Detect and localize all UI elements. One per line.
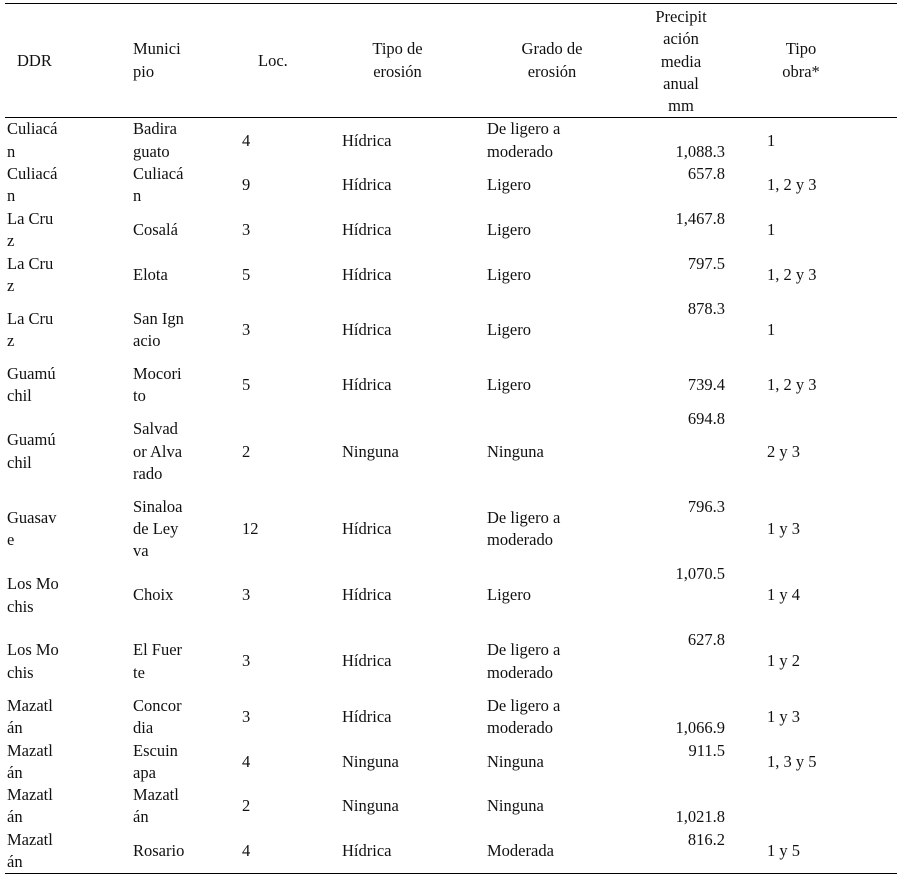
cell-municipio bbox=[123, 740, 230, 785]
cell-municipio-text: Concordia bbox=[133, 695, 182, 738]
table-row bbox=[5, 298, 897, 363]
cell-ddr bbox=[5, 563, 123, 629]
cell-municipio-text: Badiraguato bbox=[133, 119, 177, 161]
cell-ddr bbox=[5, 163, 123, 208]
cell-grado-erosion bbox=[485, 496, 645, 563]
cell-grado-erosion bbox=[485, 163, 645, 208]
cell-ddr bbox=[5, 408, 123, 496]
cell-tipo-obra bbox=[765, 496, 897, 563]
cell-tipo-erosion bbox=[340, 629, 485, 695]
cell-grado-erosion-text: Ninguna bbox=[487, 751, 544, 771]
cell-ddr bbox=[5, 253, 123, 298]
cell-ddr bbox=[5, 363, 123, 408]
cell-tipo-erosion-text: Ninguna bbox=[342, 751, 399, 771]
cell-ddr-text: Guasave bbox=[7, 507, 57, 550]
cell-grado-erosion-text: Ligero bbox=[487, 585, 531, 605]
cell-tipo-erosion bbox=[340, 740, 485, 785]
cell-municipio bbox=[123, 363, 230, 408]
cell-municipio bbox=[123, 408, 230, 496]
cell-loc-text: 3 bbox=[242, 585, 251, 605]
cell-loc-text: 3 bbox=[242, 651, 251, 671]
cell-tipo-obra-text: 1 y 2 bbox=[767, 651, 800, 671]
cell-loc-text: 4 bbox=[242, 840, 251, 860]
cell-tipo-erosion-text: Ninguna bbox=[342, 441, 399, 461]
cell-tipo-erosion-text: Hídrica bbox=[342, 220, 392, 240]
cell-grado-erosion-text: Ligero bbox=[487, 220, 531, 240]
cell-precipitacion bbox=[645, 784, 765, 829]
cell-loc-text: 3 bbox=[242, 220, 251, 240]
cell-tipo-obra bbox=[765, 740, 897, 785]
cell-loc bbox=[230, 740, 340, 785]
cell-tipo-obra-text: 1 y 3 bbox=[767, 518, 800, 538]
cell-ddr-text: La Cruz bbox=[7, 308, 54, 351]
cell-tipo-erosion-text: Hídrica bbox=[342, 130, 392, 150]
cell-tipo-obra bbox=[765, 695, 897, 740]
cell-tipo-obra bbox=[765, 253, 897, 298]
cell-municipio-text: Sinaloa de Leyva bbox=[133, 496, 183, 561]
cell-tipo-obra bbox=[765, 408, 897, 496]
header-ddr bbox=[5, 4, 123, 118]
cell-loc-text: 4 bbox=[242, 130, 251, 150]
cell-tipo-erosion bbox=[340, 784, 485, 829]
header-ddr-text: DDR bbox=[17, 50, 52, 70]
cell-tipo-erosion bbox=[340, 298, 485, 363]
cell-loc bbox=[230, 163, 340, 208]
cell-precipitacion bbox=[645, 253, 765, 298]
cell-tipo-obra-text: 1 bbox=[767, 220, 776, 240]
cell-tipo-erosion-text: Hídrica bbox=[342, 175, 392, 195]
cell-loc-text: 4 bbox=[242, 751, 251, 771]
cell-loc bbox=[230, 118, 340, 163]
cell-tipo-obra bbox=[765, 118, 897, 163]
header-grado-line: Grado de bbox=[521, 39, 583, 59]
cell-ddr-text: Los Mochis bbox=[7, 574, 59, 616]
cell-grado-erosion bbox=[485, 563, 645, 629]
erosion-table bbox=[5, 3, 897, 874]
cell-tipo-obra bbox=[765, 629, 897, 695]
cell-municipio-text: Rosario bbox=[133, 840, 185, 860]
cell-tipo-obra bbox=[765, 829, 897, 874]
cell-ddr bbox=[5, 629, 123, 695]
cell-ddr-text: Mazatlán bbox=[7, 740, 53, 782]
cell-precipitacion-text: 627.8 bbox=[687, 629, 725, 649]
cell-tipo-obra bbox=[765, 563, 897, 629]
cell-grado-erosion bbox=[485, 740, 645, 785]
cell-tipo-erosion bbox=[340, 829, 485, 874]
cell-municipio bbox=[123, 253, 230, 298]
cell-grado-erosion bbox=[485, 784, 645, 829]
cell-precipitacion bbox=[645, 408, 765, 496]
cell-tipo-obra-text: 1 y 5 bbox=[767, 840, 800, 860]
cell-grado-erosion-text: Ligero bbox=[487, 265, 531, 285]
cell-grado-erosion bbox=[485, 118, 645, 163]
cell-municipio-text: San Ignacio bbox=[133, 308, 184, 351]
cell-municipio bbox=[123, 829, 230, 874]
cell-ddr bbox=[5, 695, 123, 740]
cell-precipitacion-text: 1,066.9 bbox=[675, 718, 725, 738]
cell-grado-erosion bbox=[485, 208, 645, 253]
cell-precipitacion bbox=[645, 740, 765, 785]
header-obra-line: obra* bbox=[782, 61, 820, 81]
cell-ddr-text: Guamúchil bbox=[7, 363, 56, 406]
cell-precipitacion bbox=[645, 496, 765, 563]
table-row bbox=[5, 496, 897, 563]
cell-municipio-text: El Fuerte bbox=[133, 640, 183, 682]
cell-municipio bbox=[123, 629, 230, 695]
cell-ddr-text: Culiacán bbox=[7, 164, 58, 206]
cell-precipitacion-text: 816.2 bbox=[687, 829, 725, 849]
header-municipio-line: pio bbox=[133, 61, 155, 81]
cell-tipo-erosion bbox=[340, 208, 485, 253]
cell-loc-text: 2 bbox=[242, 441, 251, 461]
cell-loc bbox=[230, 208, 340, 253]
cell-municipio-text: Choix bbox=[133, 585, 174, 605]
cell-municipio bbox=[123, 163, 230, 208]
cell-ddr-text: La Cruz bbox=[7, 253, 54, 296]
header-municipio bbox=[123, 4, 230, 118]
table-header bbox=[5, 4, 897, 118]
cell-ddr-text: Mazatlán bbox=[7, 785, 53, 827]
cell-tipo-obra-text: 1 bbox=[767, 320, 776, 340]
cell-ddr bbox=[5, 118, 123, 163]
cell-tipo-erosion bbox=[340, 563, 485, 629]
header-tipo-line: Tipo de bbox=[372, 39, 423, 59]
cell-grado-erosion-text: De ligero a moderado bbox=[487, 507, 561, 550]
cell-precipitacion-text: 739.4 bbox=[687, 375, 725, 395]
table-row bbox=[5, 363, 897, 408]
table-row bbox=[5, 740, 897, 785]
table-row bbox=[5, 118, 897, 163]
cell-precipitacion bbox=[645, 163, 765, 208]
header-tipo-erosion bbox=[340, 4, 485, 118]
cell-ddr bbox=[5, 298, 123, 363]
cell-precipitacion-text: 911.5 bbox=[688, 740, 725, 760]
table-row bbox=[5, 629, 897, 695]
header-prec-line: media bbox=[660, 51, 702, 71]
cell-loc-text: 12 bbox=[242, 518, 259, 538]
table-row bbox=[5, 829, 897, 874]
cell-loc-text: 9 bbox=[242, 175, 251, 195]
header-prec-line: ación bbox=[663, 29, 699, 49]
cell-grado-erosion bbox=[485, 298, 645, 363]
cell-precipitacion-text: 694.8 bbox=[687, 408, 725, 428]
cell-ddr bbox=[5, 784, 123, 829]
cell-loc bbox=[230, 563, 340, 629]
table-row bbox=[5, 253, 897, 298]
cell-precipitacion bbox=[645, 208, 765, 253]
header-loc bbox=[230, 4, 340, 118]
cell-tipo-erosion-text: Hídrica bbox=[342, 265, 392, 285]
cell-tipo-obra-text: 1, 2 y 3 bbox=[767, 375, 817, 395]
cell-tipo-obra bbox=[765, 784, 897, 829]
cell-grado-erosion bbox=[485, 695, 645, 740]
cell-grado-erosion-text: Ligero bbox=[487, 375, 531, 395]
cell-ddr-text: Mazatlán bbox=[7, 695, 53, 738]
cell-tipo-obra-text: 1, 2 y 3 bbox=[767, 175, 817, 195]
cell-precipitacion-text: 797.5 bbox=[687, 253, 725, 273]
cell-tipo-obra bbox=[765, 298, 897, 363]
cell-loc bbox=[230, 496, 340, 563]
table-body bbox=[5, 118, 897, 874]
cell-precipitacion bbox=[645, 829, 765, 874]
cell-precipitacion bbox=[645, 629, 765, 695]
cell-ddr bbox=[5, 829, 123, 874]
cell-precipitacion-text: 657.8 bbox=[687, 164, 725, 184]
cell-tipo-erosion-text: Hídrica bbox=[342, 840, 392, 860]
cell-loc-text: 5 bbox=[242, 265, 251, 285]
cell-municipio bbox=[123, 784, 230, 829]
cell-loc bbox=[230, 629, 340, 695]
cell-precipitacion-text: 1,070.5 bbox=[675, 563, 725, 583]
cell-ddr-text: Los Mochis bbox=[7, 640, 59, 682]
cell-precipitacion bbox=[645, 298, 765, 363]
cell-ddr-text: Guamúchil bbox=[7, 430, 56, 472]
cell-precipitacion-text: 796.3 bbox=[687, 496, 725, 516]
header-obra-line: Tipo bbox=[785, 39, 817, 59]
table-row bbox=[5, 208, 897, 253]
cell-tipo-erosion-text: Hídrica bbox=[342, 651, 392, 671]
cell-municipio bbox=[123, 695, 230, 740]
header-tipo-line: erosión bbox=[373, 61, 422, 81]
header-prec-line: anual bbox=[663, 73, 699, 93]
cell-tipo-obra-text: 1, 2 y 3 bbox=[767, 265, 817, 285]
cell-municipio-text: Elota bbox=[133, 265, 168, 285]
cell-grado-erosion bbox=[485, 629, 645, 695]
cell-loc bbox=[230, 408, 340, 496]
header-prec-line: Precipit bbox=[655, 7, 707, 26]
cell-precipitacion-text: 1,088.3 bbox=[675, 141, 725, 161]
cell-loc bbox=[230, 829, 340, 874]
cell-grado-erosion bbox=[485, 408, 645, 496]
header-tipo-obra bbox=[765, 4, 897, 118]
cell-tipo-erosion bbox=[340, 408, 485, 496]
cell-tipo-erosion bbox=[340, 253, 485, 298]
table-row bbox=[5, 784, 897, 829]
cell-loc-text: 2 bbox=[242, 796, 251, 816]
cell-tipo-erosion bbox=[340, 118, 485, 163]
header-grado-line: erosión bbox=[527, 61, 577, 81]
cell-precipitacion bbox=[645, 118, 765, 163]
cell-tipo-erosion-text: Ninguna bbox=[342, 796, 399, 816]
cell-tipo-erosion-text: Hídrica bbox=[342, 518, 392, 538]
cell-grado-erosion bbox=[485, 363, 645, 408]
table-row bbox=[5, 163, 897, 208]
cell-loc-text: 3 bbox=[242, 706, 251, 726]
header-row bbox=[5, 4, 897, 118]
header-precipitacion bbox=[645, 4, 765, 118]
cell-tipo-erosion bbox=[340, 363, 485, 408]
cell-ddr bbox=[5, 208, 123, 253]
cell-precipitacion-text: 1,021.8 bbox=[675, 807, 725, 827]
cell-tipo-erosion bbox=[340, 695, 485, 740]
erosion-table-container bbox=[5, 3, 897, 874]
cell-tipo-obra-text: 1, 3 y 5 bbox=[767, 751, 817, 771]
cell-tipo-obra-text: 1 y 4 bbox=[767, 585, 800, 605]
table-row bbox=[5, 695, 897, 740]
cell-grado-erosion-text: De ligero a moderado bbox=[487, 695, 561, 738]
cell-grado-erosion-text: Ligero bbox=[487, 320, 531, 340]
cell-municipio bbox=[123, 298, 230, 363]
cell-tipo-erosion-text: Hídrica bbox=[342, 585, 392, 605]
cell-tipo-obra bbox=[765, 163, 897, 208]
cell-tipo-obra-text: 1 bbox=[767, 130, 776, 150]
header-municipio-line: Munici bbox=[133, 39, 181, 59]
cell-municipio-text: Salvador Alvarado bbox=[133, 419, 183, 483]
cell-grado-erosion bbox=[485, 829, 645, 874]
cell-grado-erosion-text: Ligero bbox=[487, 175, 531, 195]
cell-municipio-text: Mazatlán bbox=[133, 785, 179, 827]
table-row bbox=[5, 408, 897, 496]
cell-loc bbox=[230, 695, 340, 740]
cell-loc bbox=[230, 298, 340, 363]
cell-grado-erosion-text: Moderada bbox=[487, 840, 554, 860]
cell-ddr-text: Culiacán bbox=[7, 119, 58, 161]
cell-municipio bbox=[123, 496, 230, 563]
cell-grado-erosion-text: Ninguna bbox=[487, 796, 544, 816]
cell-ddr bbox=[5, 496, 123, 563]
cell-loc-text: 5 bbox=[242, 375, 251, 395]
cell-municipio-text: Mocorito bbox=[133, 363, 182, 406]
cell-grado-erosion-text: Ninguna bbox=[487, 441, 544, 461]
cell-precipitacion bbox=[645, 563, 765, 629]
cell-grado-erosion-text: De ligero a moderado bbox=[487, 119, 561, 161]
cell-municipio-text: Escuinapa bbox=[133, 740, 178, 782]
cell-tipo-obra-text: 2 y 3 bbox=[767, 441, 800, 461]
cell-municipio-text: Cosalá bbox=[133, 220, 178, 240]
cell-ddr-text: La Cruz bbox=[7, 208, 54, 251]
cell-tipo-obra bbox=[765, 363, 897, 408]
cell-loc bbox=[230, 363, 340, 408]
cell-municipio bbox=[123, 208, 230, 253]
cell-tipo-erosion bbox=[340, 496, 485, 563]
cell-precipitacion-text: 878.3 bbox=[687, 298, 725, 318]
cell-municipio bbox=[123, 563, 230, 629]
header-grado-erosion bbox=[485, 4, 645, 118]
header-prec-line: mm bbox=[668, 96, 694, 116]
cell-loc bbox=[230, 784, 340, 829]
cell-tipo-erosion-text: Hídrica bbox=[342, 706, 392, 726]
cell-tipo-obra-text: 1 y 3 bbox=[767, 706, 800, 726]
cell-precipitacion bbox=[645, 363, 765, 408]
cell-loc-text: 3 bbox=[242, 320, 251, 340]
cell-municipio-text: Culiacán bbox=[133, 164, 184, 206]
cell-tipo-obra bbox=[765, 208, 897, 253]
cell-precipitacion bbox=[645, 695, 765, 740]
cell-precipitacion-text: 1,467.8 bbox=[675, 208, 725, 228]
cell-tipo-erosion-text: Hídrica bbox=[342, 375, 392, 395]
cell-municipio bbox=[123, 118, 230, 163]
header-loc-text: Loc. bbox=[258, 50, 288, 70]
cell-ddr bbox=[5, 740, 123, 785]
cell-ddr-text: Mazatlán bbox=[7, 829, 53, 872]
cell-grado-erosion bbox=[485, 253, 645, 298]
cell-tipo-erosion bbox=[340, 163, 485, 208]
table-row bbox=[5, 563, 897, 629]
cell-tipo-erosion-text: Hídrica bbox=[342, 320, 392, 340]
cell-loc bbox=[230, 253, 340, 298]
cell-grado-erosion-text: De ligero a moderado bbox=[487, 640, 561, 682]
